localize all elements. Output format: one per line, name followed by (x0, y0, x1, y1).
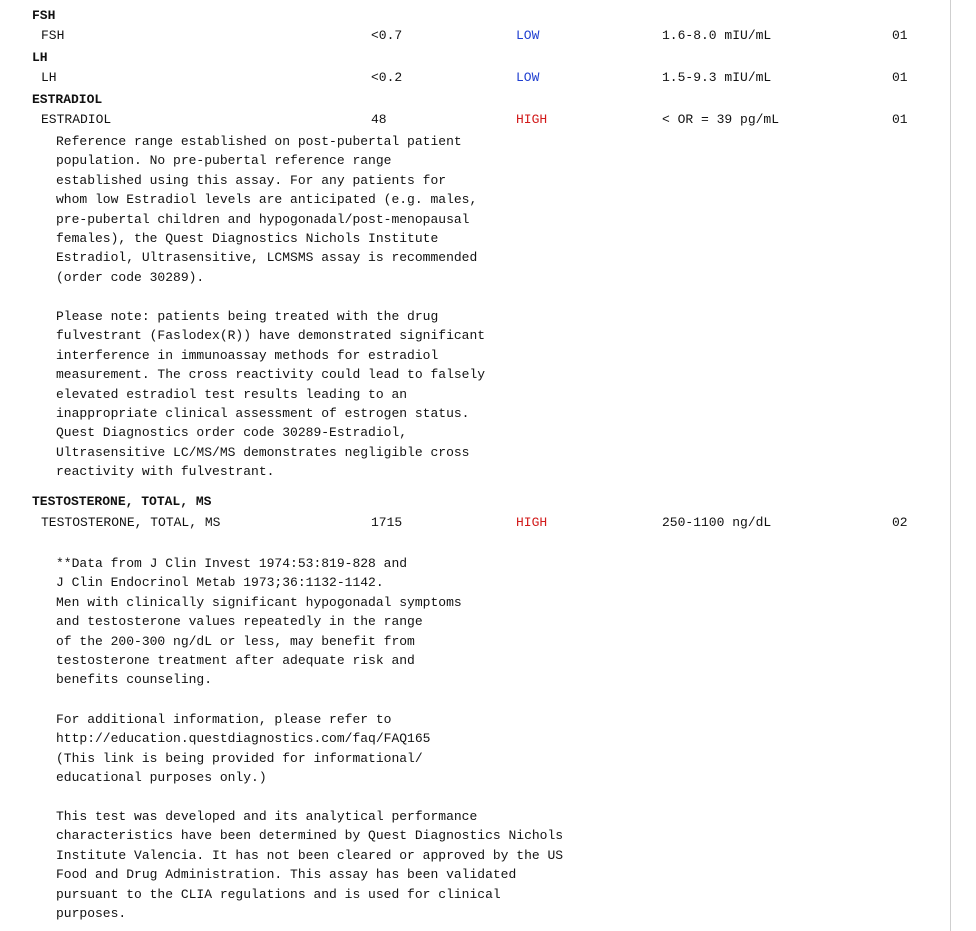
test-name: FSH (41, 28, 65, 43)
section-heading-testosterone: TESTOSTERONE, TOTAL, MS (32, 494, 212, 509)
reference-range: 1.6-8.0 mIU/mL (662, 28, 772, 43)
result-row-lh (0, 69, 950, 87)
result-value: 1715 (371, 515, 403, 530)
result-row-fsh (0, 27, 950, 45)
result-flag: LOW (516, 28, 540, 43)
test-name: LH (41, 70, 57, 85)
result-flag: HIGH (516, 515, 548, 530)
estradiol-fulvestrant-note: Please note: patients being treated with the drug fulvestrant (Faslodex(R)) have demonstrated significant interference in immunoassay methods for estradiol measurement. The cross reactivity could lead to falsely elevated estradiol test results leading to an inappropriate clinical assessment of estrogen status. Quest Diagnostics order code 30289-Estradiol, Ultrasensitive LC/MS/MS demonstrates negligible cross reactivity with fulvestrant. (56, 309, 486, 480)
result-flag: LOW (516, 70, 540, 85)
testosterone-data-note: **Data from J Clin Invest 1974:53:819-828 and J Clin Endocrinol Metab 1973;36:1132-1142. Men with clinically significant hypogonadal symptoms and testosterone values repeatedly in the range of the 200-300 ng/dL or less, may benefit from testosterone treatment after adequate risk and benefits counseling. (56, 556, 462, 688)
result-row-testosterone (0, 514, 950, 532)
lab-code: 01 (892, 28, 908, 43)
test-name: ESTRADIOL (41, 112, 112, 127)
section-heading-lh: LH (32, 50, 48, 65)
page-right-border (950, 0, 951, 931)
result-flag: HIGH (516, 112, 548, 127)
reference-range: 250-1100 ng/dL (662, 515, 772, 530)
result-row-estradiol (0, 111, 950, 129)
result-value: <0.7 (371, 28, 403, 43)
result-value: 48 (371, 112, 387, 127)
lab-code: 02 (892, 515, 908, 530)
estradiol-reference-note: Reference range established on post-pubertal patient population. No pre-pubertal reference range established using this assay. For any patients for whom low Estradiol levels are anticipated (e.g. males, pre-pubertal children and hypogonadal/post-menopausal females), the Quest Diagnostics Nichols Institute Estradiol, Ultrasensitive, LCMSMS assay is recommended (order code 30289). (56, 134, 478, 285)
result-value: <0.2 (371, 70, 403, 85)
section-heading-fsh: FSH (32, 8, 56, 23)
testosterone-faq-note: For additional information, please refer to http://education.questdiagnostics.com/faq/FAQ165 (This link is being provided for informational/ educational purposes only.) (56, 712, 431, 786)
reference-range: < OR = 39 pg/mL (662, 112, 780, 127)
lab-code: 01 (892, 70, 908, 85)
testosterone-validation-note: This test was developed and its analytical performance characteristics have been determined by Quest Diagnostics Nichols Institute Valencia. It has not been cleared or approved by the US Food and Drug Administration. This assay has been validated pursuant to the CLIA regulations and is used for clinical purposes. (56, 809, 564, 922)
section-heading-estradiol: ESTRADIOL (32, 92, 103, 107)
test-name: TESTOSTERONE, TOTAL, MS (41, 515, 221, 530)
lab-code: 01 (892, 112, 908, 127)
reference-range: 1.5-9.3 mIU/mL (662, 70, 772, 85)
